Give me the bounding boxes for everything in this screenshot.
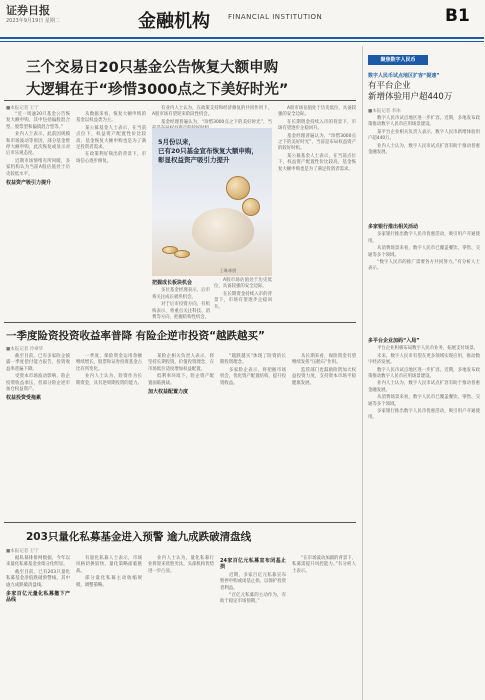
article2-col3: 某险企相关负责人表示，将坚持长期投资、价值投资理念，在市场低位适度增加权益配置。 低利率环境下，险企资产配置面临挑战。 加大权益配置力度 (148, 354, 214, 396)
article3-title[interactable]: 203只量化私募基金进入预警 逾九成跌破清盘线 (26, 531, 252, 543)
article1-title-line1[interactable]: 三个交易日20只基金公告恢复大额申购 (26, 60, 279, 76)
article1-illustration (152, 128, 272, 276)
article1-col2: 从数据来看，恢复大额申购的基金以权益类为主。 某公募基金人士表示，在当前点位下，权益资产配置性价比较高，基金恢复大额申购也是为了满足投资者需求。 在政策利好频出的背景下，市场信心逐步修复。 (76, 112, 146, 164)
article3-col4: 24家百亿元私募宣布闭基止损 近期，多家百亿元私募宣布暂停申购或闭基止损，以保护投资者利益。 “百亿元私募的主动作为，有助于稳定市场预期。” (220, 558, 286, 605)
article2-title[interactable]: 一季度险资投资收益率普降 有险企逆市投资“越跌越买” (6, 330, 265, 342)
page-header (0, 0, 484, 46)
illustration-credit: 王琳/制图 (220, 268, 237, 273)
article1-col1: “近一周逾20只基金公告恢复大额申购，其中包括偏股混合型、股票型和偏债混合型等。” 业内人士表示，此前因规模和市场波动等原因，部分基金暂停大额申购，此次恢复或显示对后市乐观态度。 近期市场情绪有所回暖，多家机构认为当前A股估值处于历史较低水平。 权益资产吸引力提升 (6, 112, 70, 187)
article3-col3: 业内人士认为，量化私募行业将迎来优胜劣汰，头部机构优势进一步凸显。 (148, 556, 214, 574)
right-banner: 聚焦数字人民币 (368, 55, 428, 65)
article2-col4: “越跌越买”体现了险资的长期投资理念。 多家险企表示，将把握市场机会，优化资产配置结构，提升投资收益。 (220, 354, 286, 386)
right-col3: 多平台企业加码“入局” 平台企业积极布局数字人民币业务，拓展支付场景。 未来，数字人民币有望在更多领域实现应用，推动数字经济发展。 数字人民币试点地区进一步扩容。近期，多地发布政策推动数字人民币应用场景建设。 业内人士认为，数字人民币试点扩容有助于推动普惠金融发展。 从消费场景来看，数字人民币已覆盖餐饮、零售、交通等多个领域。 多家银行推出数字人民币优惠活动，吸引用户开通使用。 (368, 338, 480, 421)
coin-icon (242, 198, 260, 216)
article2-col1: 截至目前，已有多家险企披露一季度偿付能力报告，投资收益率普遍下降。 受资本市场波动影响，险企投资收益承压，但部分险企逆市加仓权益资产。 权益投资受拖累 (6, 354, 70, 402)
right-title[interactable]: 有平台企业 新增体验用户超440万 (368, 81, 453, 102)
article1-col6: A股市场估值处于历史低位，具备较强的安全边际。 在长期资金持续入市的背景下，市场有望逐步企稳回升。 基金经理普遍认为，“珍惜3000点之下的美好时光”，当前是布局权益资产的较好时机。 某公募基金人士表示，在当前点位下，权益资产配置性价比较高，基金恢复大额申购也是为了满足投资者需求。 (278, 106, 356, 172)
page-number: B1 (445, 6, 470, 26)
issue-date: 2023年9月19日 星期二 (6, 18, 60, 24)
article3-subhead2: 24家百亿元私募宣布闭基止损 (220, 558, 286, 571)
header-rule (0, 37, 484, 39)
right-byline: ■本报记者 李冰 (368, 109, 401, 114)
section-title-en: FINANCIAL INSTITUTION (228, 13, 323, 21)
coin-icon (226, 176, 250, 200)
article3-col5: “在市场波动加剧的背景下，私募需提升风控能力。”有分析人士表示。 (292, 556, 356, 574)
article1-col5: A股市场估值处于历史低位，具备较强的安全边际。 在长期资金持续入市的背景下，市场有望逐步企稳回升。 (214, 278, 272, 310)
article2-subhead1: 权益投资受拖累 (6, 395, 42, 402)
coin-icon (174, 250, 190, 258)
article3-byline: ■本报记者 王宁 (6, 549, 39, 554)
illustration-caption: 5月份以来， 已有20只基金宣布恢复大额申购， 彰显权益资产吸引力提升 (158, 138, 259, 164)
right-col1: 数字人民币试点地区进一步扩容。近期，多地发布政策推动数字人民币应用场景建设。 某平台企业相关负责人表示，数字人民币新增体验用户超440万。 业内人士认为，数字人民币试点扩容有助于推动普惠金融发展。 (368, 116, 480, 156)
article1-subhead2: 把握成长板块机会 (152, 280, 193, 286)
article1-col3: 有业内人士认为，在政策支持和经济修复的共同作用下，A股市场有望迎来阶段性机会。 基金经理普遍认为，“珍惜3000点之下的美好时光”，当 (152, 106, 272, 125)
article2-col5: 从长期来看，保险资金有望继续发挥“压舱石”作用。 监管部门也鼓励险资加大权益投资力度，支持资本市场平稳健康发展。 (292, 354, 356, 386)
article1-col4: 把握成长板块机会 多位基金经理表示，后市将关注成长板块机会。 对于后市投资方向，有机构表示，将重点关注科技、消费等方向，把握结构性机会。 (152, 280, 210, 321)
newspaper-logo: 证券日报 (6, 4, 50, 17)
article1-title-line2[interactable]: 大逻辑在于“珍惜3000点之下美好时光” (26, 82, 289, 98)
article3-col2: 有量化私募人士表示，市场风格切换较快，量化策略面临挑战。 部分量化私募主动收缩规模，调整策略。 (76, 556, 142, 588)
article2-byline: ■本报记者 冷翠华 (6, 347, 44, 352)
article1-subhead1: 权益资产吸引力提升 (6, 180, 52, 187)
article-divider (4, 322, 356, 323)
header-rule-thin (0, 41, 484, 42)
article2-col2: 一季度，保险资金运用余额继续增长，股票和证券投资基金占比有所变化。 业内人士认为，险资作为长期资金，具有逆周期投资的能力。 (76, 354, 142, 386)
piggy-bank-icon (192, 208, 254, 252)
article1-byline: ■本报记者 王宁 (6, 106, 39, 111)
right-kicker[interactable]: 数字人民币试点地区扩容“提速” (368, 73, 440, 79)
article2-subhead2: 加大权益配置力度 (148, 389, 189, 396)
article3-col1: 据私募排排网数据，今年以来量化私募基金业绩分化明显。 截至目前，已有203只量化私募基金净值跌破预警线，其中逾九成跌破清盘线。 多家百亿元量化私募撤下产品线 (6, 556, 70, 604)
article1-title-rule (4, 100, 356, 101)
right-subhead2: 多平台企业加码“入局” (368, 338, 420, 344)
right-subhead1: 多家银行推出相关活动 (368, 224, 419, 230)
article-divider (4, 522, 356, 523)
right-col2: 多家银行推出相关活动 多家银行推出数字人民币优惠活动，吸引用户开通使用。 从消费场景来看，数字人民币已覆盖餐饮、零售、交通等多个领域。 “数字人民币的推广需要各方共同努力。”有分析人士表示。 (368, 224, 480, 272)
section-title: 金融机构 (138, 11, 210, 32)
article3-subhead1: 多家百亿元量化私募撤下产品线 (6, 591, 70, 604)
